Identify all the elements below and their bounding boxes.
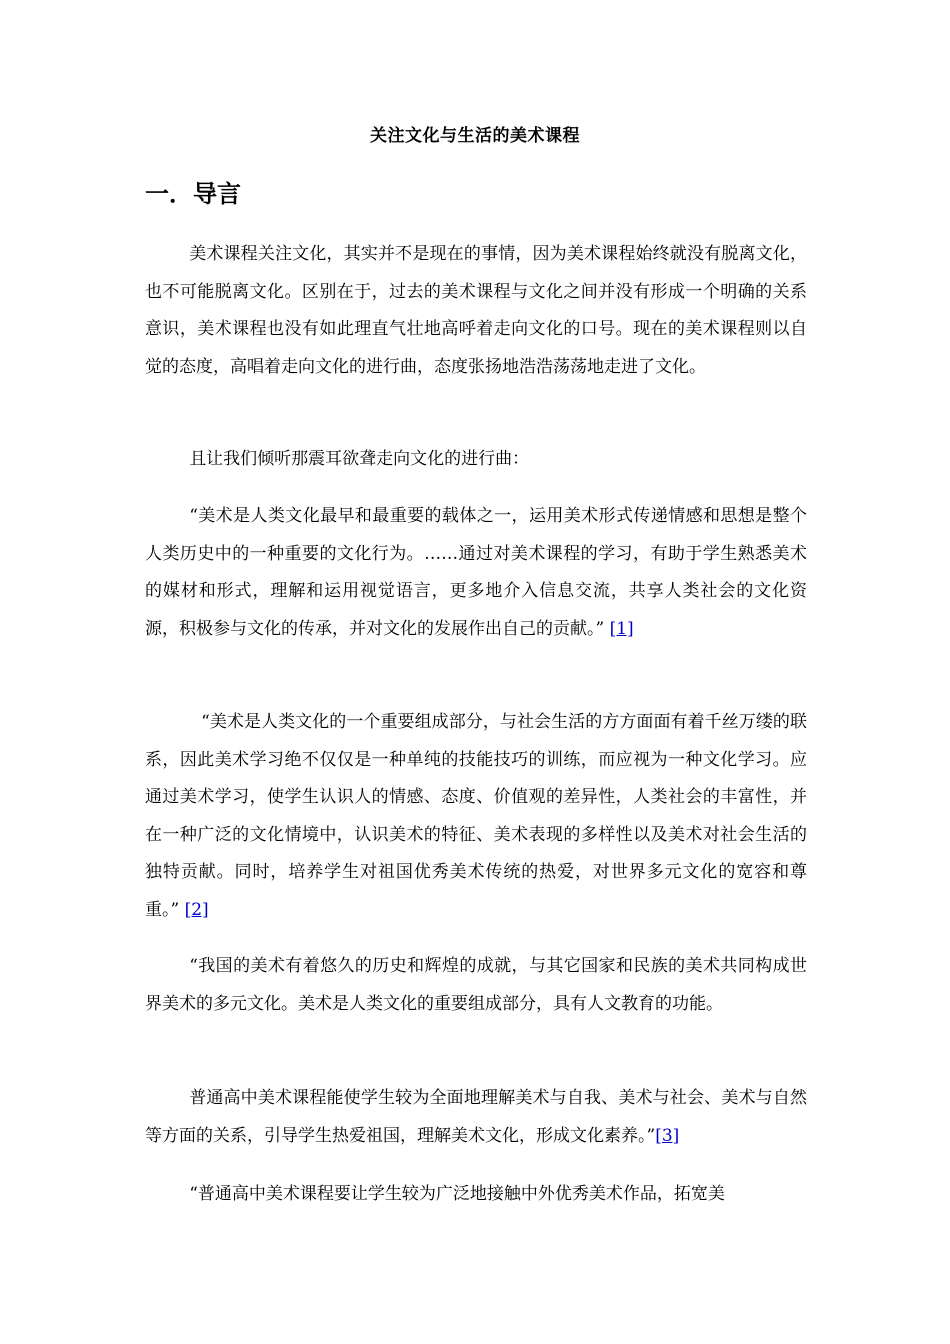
paragraph-lead-in (145, 441, 807, 479)
paragraph-text: “美术是人类文化最早和最重要的载体之一，运用美术形式传递情感和思想是整个人类历史中的一种重要的文化行为。……通过对美术课程的学习，有助于学生熟悉美术的媒材和形式，理解和运用视觉语言，更多地介入信息交流，共享人类社会的文化资源，积极参与文化的传承，并对文化的发展作出自己的贡献。” (145, 506, 807, 639)
paragraph-text: “我国的美术有着悠久的历史和辉煌的成就，与其它国家和民族的美术共同构成世界美术的多元文化。美术是人类文化的重要组成部分，具有人文教育的功能。 (145, 956, 807, 1014)
section-heading: 一．导言 (145, 180, 241, 208)
citation-link-3[interactable]: [3] (655, 1125, 680, 1146)
paragraph-text: 普通高中美术课程能使学生较为全面地理解美术与自我、美术与社会、美术与自然等方面的关系，引导学生热爱祖国，理解美术文化，形成文化素养。” (145, 1088, 807, 1146)
paragraph-text: 且让我们倾听那震耳欲聋走向文化的进行曲： (189, 449, 530, 469)
document-title: 关注文化与生活的美术课程 (370, 126, 580, 146)
paragraph-text: 美术课程关注文化，其实并不是现在的事情，因为美术课程始终就没有脱离文化，也不可能脱离文化。区别在于，过去的美术课程与文化之间并没有形成一个明确的关系意识，美术课程也没有如此理直气壮地高呼着走向文化的口号。现在的美术课程则以自觉的态度，高唱着走向文化的进行曲，态度张扬地浩浩荡荡地走进了文化。 (145, 244, 807, 377)
paragraph-text: “美术是人类文化的一个重要组成部分，与社会生活的方方面面有着千丝万缕的联系，因此美术学习绝不仅仅是一种单纯的技能技巧的训练，而应视为一种文化学习。应通过美术学习，使学生认识人的情感、态度、价值观的差异性，人类社会的丰富性，并在一种广泛的文化情境中，认识美术的特征、美术表现的多样性以及美术对社会生活的独特贡献。同时，培养学生对祖国优秀美术传统的热爱，对世界多元文化的宽容和尊重。” (145, 712, 807, 920)
paragraph-text: “普通高中美术课程要让学生较为广泛地接触中外优秀美术作品，拓宽美 (189, 1184, 725, 1204)
paragraph-intro (145, 236, 807, 386)
citation-link-2[interactable]: [2] (184, 899, 209, 920)
paragraph-quote-2 (145, 704, 807, 929)
paragraph-quote-1 (145, 498, 807, 648)
citation-link-1[interactable]: [1] (609, 618, 634, 639)
paragraph-quote-3 (145, 948, 807, 1023)
paragraph-quote-3-continued (145, 1080, 807, 1155)
paragraph-quote-4 (145, 1176, 807, 1214)
